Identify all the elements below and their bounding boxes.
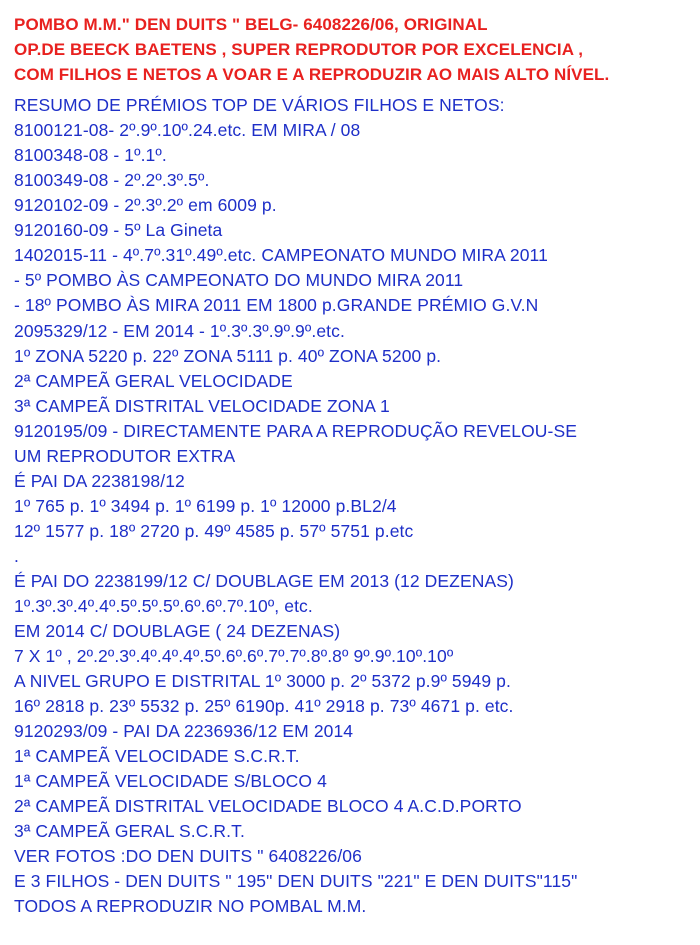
body-line: 7 X 1º , 2º.2º.3º.4º.4º.4º.5º.6º.6º.7º.7º.8º.8º 9º.9º.10º.10º: [14, 646, 454, 666]
body-line: EM 2014 C/ DOUBLAGE ( 24 DEZENAS): [14, 621, 341, 641]
body-line: 3ª CAMPEÃ DISTRITAL VELOCIDADE ZONA 1: [14, 396, 390, 416]
header-line: OP.DE BEECK BAETENS , SUPER REPRODUTOR POR EXCELENCIA ,: [14, 40, 584, 59]
body-line: 8100121-08- 2º.9º.10º.24.etc. EM MIRA / 08: [14, 120, 361, 140]
body-line: - 18º POMBO ÀS MIRA 2011 EM 1800 p.GRANDE PRÉMIO G.V.N: [14, 295, 539, 315]
body-line: 1º.3º.3º.4º.4º.5º.5º.5º.6º.6º.7º.10º, etc.: [14, 596, 313, 616]
body-line: A NIVEL GRUPO E DISTRITAL 1º 3000 p. 2º 5372 p.9º 5949 p.: [14, 671, 511, 691]
body-line: 1º ZONA 5220 p. 22º ZONA 5111 p. 40º ZONA 5200 p.: [14, 346, 442, 366]
body-line: VER FOTOS :DO DEN DUITS " 6408226/06: [14, 846, 362, 866]
body-line: 2095329/12 - EM 2014 - 1º.3º.3º.9º.9º.etc.: [14, 321, 345, 341]
body-line: TODOS A REPRODUZIR NO POMBAL M.M.: [14, 896, 367, 916]
body-line: 1402015-11 - 4º.7º.31º.49º.etc. CAMPEONATO MUNDO MIRA 2011: [14, 245, 548, 265]
body-line: UM REPRODUTOR EXTRA: [14, 446, 236, 466]
body-line: 16º 2818 p. 23º 5532 p. 25º 6190p. 41º 2918 p. 73º 4671 p. etc.: [14, 696, 514, 716]
body-line: 9120195/09 - DIRECTAMENTE PARA A REPRODUÇÃO REVELOU-SE: [14, 421, 577, 441]
body-line: É PAI DO 2238199/12 C/ DOUBLAGE EM 2013 (12 DEZENAS): [14, 571, 514, 591]
body-line: 8100348-08 - 1º.1º.: [14, 145, 167, 165]
body-line: .: [14, 546, 19, 566]
body-line: 8100349-08 - 2º.2º.3º.5º.: [14, 170, 210, 190]
body-line: - 5º POMBO ÀS CAMPEONATO DO MUNDO MIRA 2011: [14, 270, 464, 290]
body-line: 2ª CAMPEÃ GERAL VELOCIDADE: [14, 371, 293, 391]
body-line: 2ª CAMPEÃ DISTRITAL VELOCIDADE BLOCO 4 A.C.D.PORTO: [14, 796, 522, 816]
body-line: 1ª CAMPEÃ VELOCIDADE S.C.R.T.: [14, 746, 300, 766]
body-line: RESUMO DE PRÉMIOS TOP DE VÁRIOS FILHOS E NETOS:: [14, 95, 505, 115]
header-line: COM FILHOS E NETOS A VOAR E A REPRODUZIR AO MAIS ALTO NÍVEL.: [14, 65, 610, 84]
body-line: E 3 FILHOS - DEN DUITS " 195" DEN DUITS "221" E DEN DUITS"115": [14, 871, 578, 891]
body-line: 1ª CAMPEÃ VELOCIDADE S/BLOCO 4: [14, 771, 327, 791]
body-line: 9120102-09 - 2º.3º.2º em 6009 p.: [14, 195, 277, 215]
body-line: 9120293/09 - PAI DA 2236936/12 EM 2014: [14, 721, 354, 741]
body-line: 9120160-09 - 5º La Gineta: [14, 220, 223, 240]
body-line: 3ª CAMPEÃ GERAL S.C.R.T.: [14, 821, 245, 841]
header-line: POMBO M.M." DEN DUITS " BELG- 6408226/06, ORIGINAL: [14, 15, 488, 34]
body-line: É PAI DA 2238198/12: [14, 471, 185, 491]
body-line: 12º 1577 p. 18º 2720 p. 49º 4585 p. 57º 5751 p.etc: [14, 521, 414, 541]
body-line: 1º 765 p. 1º 3494 p. 1º 6199 p. 1º 12000 p.BL2/4: [14, 496, 397, 516]
